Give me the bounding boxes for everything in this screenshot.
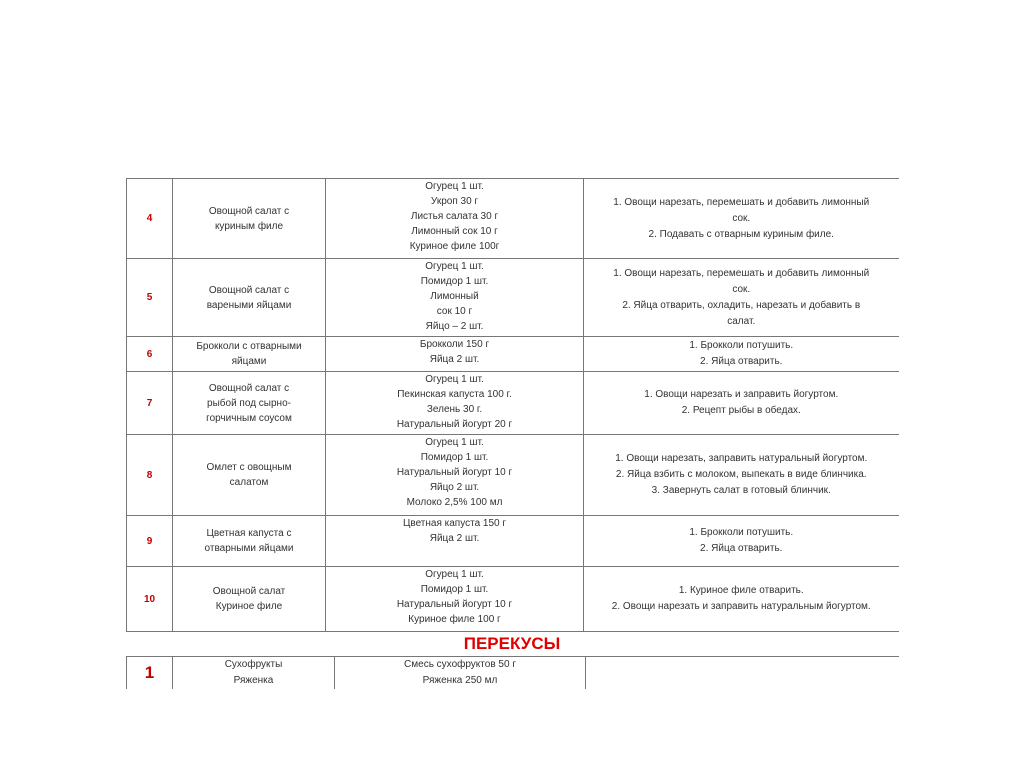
recipe-preparation-line: 2. Яйца взбить с молоком, выпекать в виде блинчика. — [615, 469, 867, 480]
recipe-preparation — [584, 516, 899, 567]
recipe-ingredients-line: Молоко 2,5% 100 мл — [406, 497, 503, 508]
recipe-ingredients-line: Лимонный сок 10 г — [411, 226, 498, 237]
recipe-ingredients-line: Куриное филе 100г — [409, 241, 500, 252]
recipes-table-body — [127, 179, 899, 632]
recipe-number-line: 4 — [146, 213, 153, 224]
recipe-ingredients-line: Укроп 30 г — [430, 196, 479, 207]
recipe-ingredients-line: Помидор 1 шт. — [420, 276, 489, 287]
snack-row — [127, 657, 899, 690]
snack-ingredients — [335, 657, 586, 690]
snack-ingredients-line: Смесь сухофруктов 50 г — [404, 659, 516, 670]
recipe-ingredients-line: Натуральный йогурт 10 г — [396, 467, 513, 478]
recipe-ingredients-line: Брокколи 150 г — [419, 339, 490, 350]
recipe-number — [127, 435, 173, 516]
recipe-preparation-line: 1. Овощи нарезать и заправить йогуртом. — [644, 389, 839, 400]
recipe-preparation-line: сок. — [732, 283, 751, 295]
recipe-preparation-line: 2. Яйца отварить, охладить, нарезать и добавить в — [622, 299, 861, 311]
recipe-ingredients — [326, 435, 584, 516]
recipe-number-line: 8 — [146, 469, 153, 481]
recipe-preparation — [584, 259, 899, 337]
recipe-preparation-line: 2. Яйца отварить. — [700, 543, 783, 554]
recipe-ingredients — [326, 372, 584, 435]
recipe-number-line: 5 — [146, 292, 153, 303]
recipe-ingredients-line: Яйца 2 шт. — [429, 354, 480, 365]
recipe-name — [173, 259, 326, 337]
recipe-preparation — [584, 567, 899, 632]
recipe-name-line: Брокколи с отварными — [196, 341, 302, 352]
recipe-ingredients-line: Натуральный йогурт 20 г — [396, 419, 513, 430]
recipe-name — [173, 516, 326, 567]
recipe-name-line: Цветная капуста с — [206, 528, 292, 539]
recipe-ingredients-line: Огурец 1 шт. — [425, 261, 484, 272]
snack-number-line: 1 — [144, 663, 155, 682]
recipe-name-line: салатом — [229, 477, 269, 488]
recipe-ingredients-line: Натуральный йогурт 10 г — [396, 599, 513, 610]
recipe-preparation — [584, 435, 899, 516]
recipe-number — [127, 259, 173, 337]
recipe-name — [173, 567, 326, 632]
recipe-preparation — [584, 179, 899, 259]
snack-number — [127, 657, 173, 690]
recipe-ingredients-line: Помидор 1 шт. — [420, 584, 489, 595]
recipe-ingredients-line: Огурец 1 шт. — [425, 437, 484, 448]
recipe-preparation-line: 2. Овощи нарезать и заправить натуральным йогуртом. — [611, 601, 871, 612]
recipe-number-line: 7 — [146, 397, 153, 409]
recipe-ingredients-line: Цветная капуста 150 г — [402, 518, 507, 529]
recipe-ingredients-line: Яйцо – 2 шт. — [425, 321, 484, 332]
recipe-ingredients-line: Куриное филе 100 г — [408, 614, 501, 625]
recipe-row — [127, 179, 899, 259]
recipe-name — [173, 435, 326, 516]
snacks-table — [126, 656, 899, 689]
recipe-ingredients-line: Листья салата 30 г — [410, 211, 499, 222]
recipe-ingredients-line: сок 10 г — [436, 306, 473, 317]
recipe-ingredients-line: Яйца 2 шт. — [429, 533, 480, 544]
recipe-name-line: яйцами — [231, 356, 267, 367]
snack-name-line: Сухофрукты — [224, 659, 283, 670]
recipe-ingredients-line: Огурец 1 шт. — [425, 374, 484, 385]
recipe-number-line: 10 — [143, 593, 156, 605]
recipe-row — [127, 567, 899, 632]
recipe-name-line: Омлет с овощным — [206, 462, 292, 473]
recipe-ingredients-line: Лимонный — [430, 291, 479, 302]
recipe-preparation — [584, 337, 899, 372]
recipe-ingredients — [326, 567, 584, 632]
recipe-ingredients-line: Зелень 30 г. — [426, 404, 483, 415]
recipes-table — [126, 178, 899, 632]
recipe-preparation-line: 1. Брокколи потушить. — [689, 527, 794, 538]
recipe-number-line: 9 — [146, 535, 153, 547]
recipe-ingredients-line: Яйцо 2 шт. — [429, 482, 480, 493]
recipe-ingredients-line: Огурец 1 шт. — [425, 569, 484, 580]
recipe-row — [127, 337, 899, 372]
snacks-table-body — [127, 657, 899, 690]
snacks-title: ПЕРЕКУСЫ — [463, 634, 561, 653]
recipe-name-line: Овощной салат с — [208, 382, 290, 394]
recipe-number-line: 6 — [146, 348, 153, 360]
recipe-name-line: Овощной салат с — [208, 284, 290, 296]
recipe-number — [127, 372, 173, 435]
recipe-preparation-line: салат. — [727, 315, 756, 327]
recipe-name-line: вареными яйцами — [206, 299, 292, 311]
recipe-preparation-line: 1. Овощи нарезать, перемешать и добавить лимонный — [613, 196, 870, 208]
recipe-row — [127, 435, 899, 516]
recipe-number — [127, 516, 173, 567]
recipe-ingredients-line: Пекинская капуста 100 г. — [397, 389, 512, 400]
recipe-name-line: Овощной салат — [212, 586, 286, 597]
snack-ingredients-line: Ряженка 250 мл — [422, 675, 498, 686]
recipe-preparation-line: 2. Рецепт рыбы в обедах. — [681, 405, 801, 416]
recipe-number — [127, 567, 173, 632]
recipe-name — [173, 372, 326, 435]
recipe-preparation — [584, 372, 899, 435]
recipe-preparation-line: 1. Овощи нарезать, перемешать и добавить лимонный — [613, 267, 870, 279]
recipe-name-line: куриным филе — [214, 220, 284, 232]
recipe-name — [173, 179, 326, 259]
recipe-name-line: рыбой под сырно- — [207, 397, 291, 409]
recipe-name-line: отварными яйцами — [204, 543, 294, 554]
recipe-preparation-line: 1. Овощи нарезать, заправить натуральный йогуртом. — [615, 453, 868, 464]
recipe-preparation-line: 2. Яйца отварить. — [700, 356, 783, 367]
recipe-preparation-line: 1. Брокколи потушить. — [689, 340, 794, 351]
recipe-name-line: Овощной салат с — [208, 205, 290, 217]
recipe-ingredients-line: Помидор 1 шт. — [420, 452, 489, 463]
recipe-name — [173, 337, 326, 372]
recipe-row — [127, 516, 899, 567]
recipe-name-line: Куриное филе — [215, 601, 283, 612]
snack-name — [173, 657, 335, 690]
recipe-preparation-line: 3. Завернуть салат в готовый блинчик. — [651, 485, 831, 496]
recipe-ingredients — [326, 179, 584, 259]
recipe-preparation-line: сок. — [732, 212, 751, 224]
recipe-number — [127, 179, 173, 259]
recipe-preparation-line: 1. Куриное филе отварить. — [678, 585, 804, 596]
snack-name-line: Ряженка — [233, 675, 274, 686]
recipe-ingredients — [326, 337, 584, 372]
recipe-ingredients-line: Огурец 1 шт. — [425, 181, 484, 192]
recipe-row — [127, 372, 899, 435]
recipe-preparation-line: 2. Подавать с отварным куриным филе. — [648, 228, 834, 240]
snack-preparation — [586, 657, 899, 690]
recipe-number — [127, 337, 173, 372]
recipe-ingredients — [326, 259, 584, 337]
recipe-name-line: горчичным соусом — [206, 412, 292, 424]
recipe-ingredients — [326, 516, 584, 567]
recipe-row — [127, 259, 899, 337]
